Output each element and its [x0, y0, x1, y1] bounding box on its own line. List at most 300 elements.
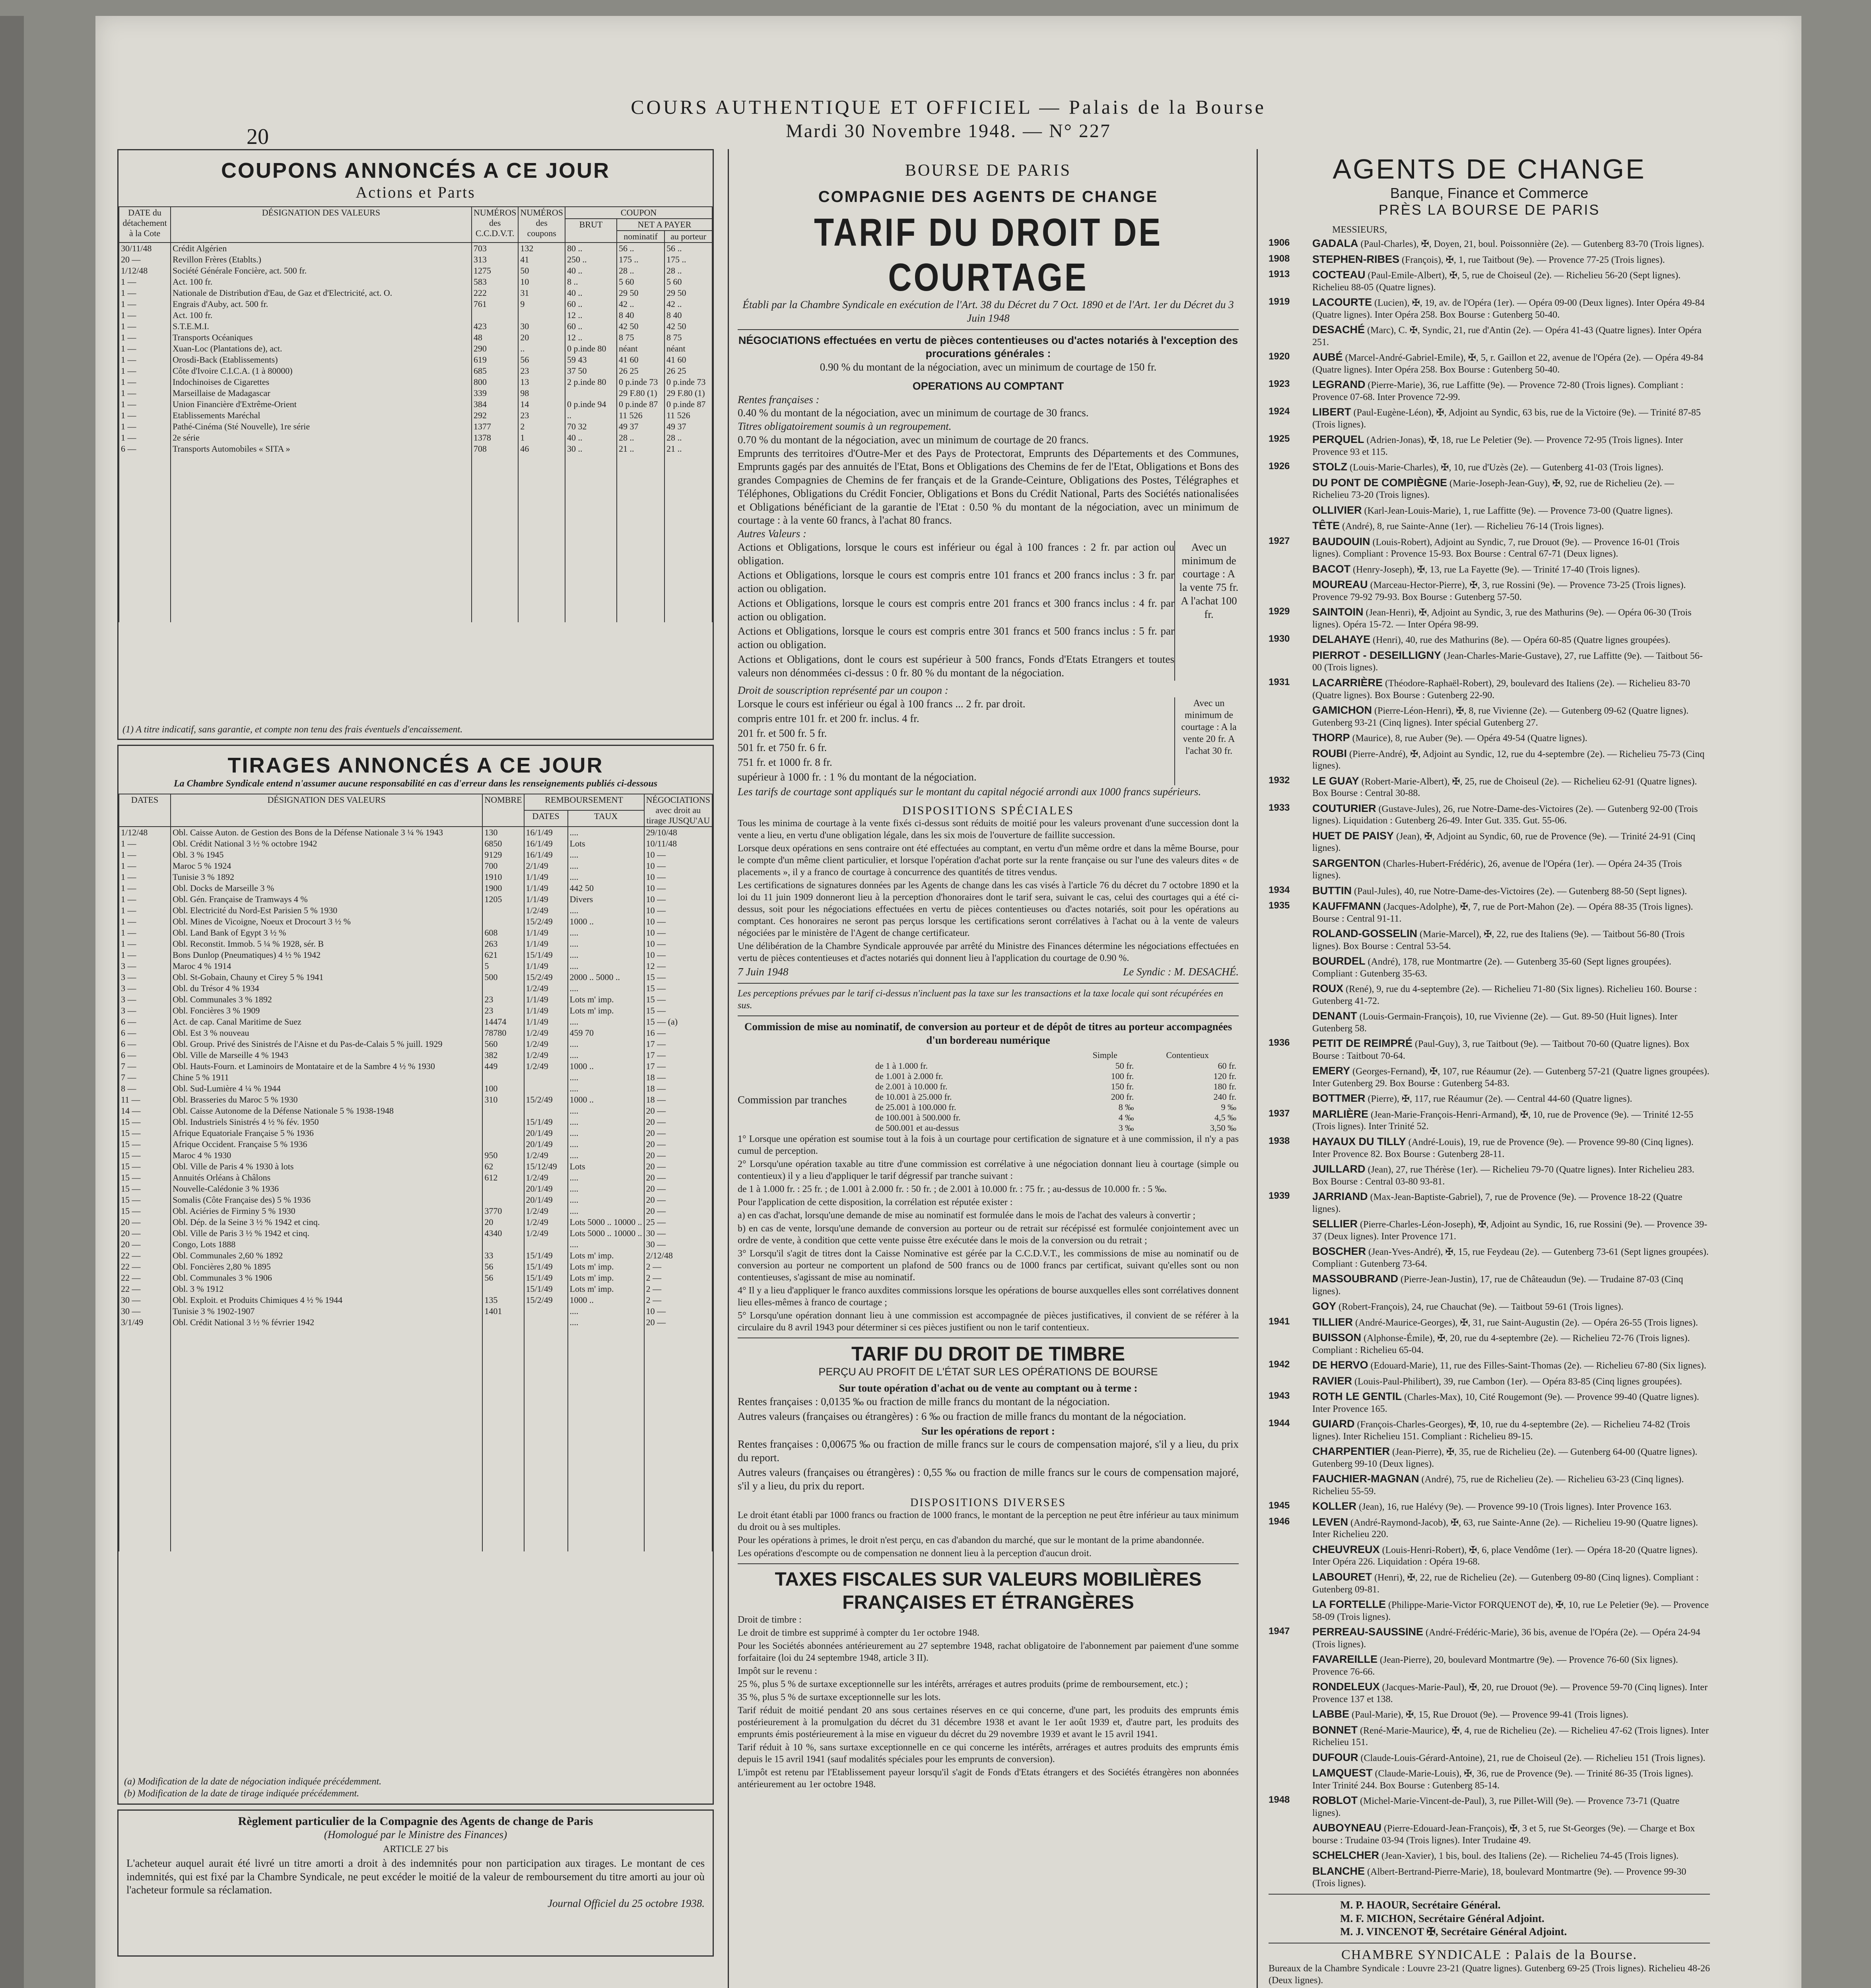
- commission-cell: 3 ‰: [1118, 1122, 1134, 1133]
- table-cell: 11 —: [119, 1094, 171, 1105]
- table-cell: Act. 100 fr.: [171, 310, 472, 321]
- table-cell: Côte d'Ivoire C.I.C.A. (1 à 80000): [171, 365, 472, 377]
- table-cell: Pathé-Cinéma (Sté Nouvelle), 1re série: [171, 421, 472, 432]
- table-cell: 15 —: [644, 972, 712, 983]
- agent-entry: [1269, 1724, 1710, 1749]
- table-cell: 2/1/49: [524, 860, 568, 872]
- table-cell: [524, 1072, 568, 1083]
- droit-note: Les tarifs de courtage sont appliqués sur le montant du capital négocié arrondi aux 1000 francs supérieurs.: [738, 785, 1201, 798]
- table-cell: 50: [518, 265, 565, 276]
- table-cell: Maroc 4 % 1930: [171, 1150, 482, 1161]
- agent-name: LIBERT: [1312, 406, 1351, 418]
- table-cell: 3 —: [119, 961, 171, 972]
- table-cell: 6 —: [119, 443, 171, 454]
- table-row: [119, 321, 712, 332]
- table-cell: Obl. Ville de Paris 3 ½ % 1942 et cinq.: [171, 1228, 482, 1239]
- agent-entry: [1269, 378, 1710, 403]
- commission-cell: 4 ‰: [1118, 1112, 1134, 1122]
- table-cell: Obl. Caisse Auton. de Gestion des Bons de la Défense Nationale 3 ¼ % 1943: [171, 827, 482, 838]
- column-left: [117, 149, 714, 1988]
- table-cell: Obl. Docks de Marseille 3 %: [171, 883, 482, 894]
- table-cell: 29 50: [617, 287, 664, 299]
- agent-entry: [1269, 535, 1710, 560]
- table-cell: 950: [482, 1150, 524, 1161]
- table-cell: 3 —: [119, 994, 171, 1005]
- agent-entry: [1269, 1625, 1710, 1650]
- commission-row: [873, 1071, 1239, 1081]
- agent-entry: [1269, 1245, 1710, 1270]
- table-cell: Obl. Caisse Autonome de la Défense Nationale 5 % 1938-1948: [171, 1105, 482, 1116]
- table-cell: 30 —: [644, 1228, 712, 1239]
- agent-year: 1920: [1269, 351, 1290, 362]
- table-row: [119, 849, 712, 860]
- table-cell: ....: [568, 860, 644, 872]
- table-cell: 23: [482, 1005, 524, 1016]
- table-cell: 33: [482, 1250, 524, 1261]
- dispo-date: 7 Juin 1948: [738, 966, 789, 978]
- table-cell: 20 —: [644, 1128, 712, 1139]
- agent-entry: [1269, 406, 1710, 431]
- autres-line: Actions et Obligations, lorsque le cours est inférieur ou égal à 100 frances : 2 fr. par action ou obligation.: [738, 541, 1174, 567]
- table-cell: [482, 1317, 524, 1328]
- agent-name: DUFOUR: [1312, 1751, 1358, 1763]
- agent-entry: [1269, 1543, 1710, 1568]
- agent-year: 1926: [1269, 461, 1290, 472]
- table-row: [119, 1272, 712, 1283]
- table-cell: 384: [472, 399, 519, 410]
- table-cell: 1 —: [119, 354, 171, 365]
- table-cell: 500: [482, 972, 524, 983]
- table-cell: 1/1/49: [524, 894, 568, 905]
- table-cell: 703: [472, 243, 519, 254]
- agent-details: (Maurice), 8, rue Auber (9e). — Opéra 49-54 (Quatre lignes).: [1352, 733, 1587, 744]
- commission-note: 4° Il y a lieu d'appliquer le franco auxdites commissions lorsque les opérations de bourse auxquelles elles sont corrélatives donnent lieu elles-mêmes à franco de courtage ;: [738, 1285, 1239, 1308]
- agent-name: LEGRAND: [1312, 379, 1366, 391]
- table-cell: Obl. Crédit National 3 ½ % octobre 1942: [171, 838, 482, 849]
- table-cell: Tunisie 3 % 1902-1907: [171, 1306, 482, 1317]
- table-cell-porteur: 28 ..: [664, 265, 712, 276]
- table-cell: [482, 1283, 524, 1295]
- col-nominatif: nominatif: [617, 231, 664, 243]
- agent-details: (Marcel-André-Gabriel-Emile), ✠, 5, r. Gaillon et 22, avenue de l'Opéra (2e). — Opéra 49-84 (Quatre lignes). Inter Opéra 258. Box Bourse : Gutenberg 50-40.: [1312, 353, 1704, 375]
- agent-details: (Charles-Max), 10, Cité Rougemont (9e). — Provence 99-40 (Quatre lignes). Inter Provence 165.: [1312, 1392, 1699, 1414]
- agent-entry: [1269, 829, 1710, 854]
- table-cell: 1/1/49: [524, 961, 568, 972]
- table-cell: [482, 1239, 524, 1250]
- table-cell: [171, 1328, 482, 1551]
- table-cell: ....: [568, 1317, 644, 1328]
- table-row: [119, 1317, 712, 1328]
- table-cell: 6850: [482, 838, 524, 849]
- agent-entry: [1269, 927, 1710, 952]
- table-cell: 1/2/49: [524, 905, 568, 916]
- table-cell: 1/2/49: [524, 983, 568, 994]
- agent-name: GAMICHON: [1312, 704, 1372, 716]
- table-cell: 10 —: [644, 927, 712, 938]
- chambre-title: CHAMBRE SYNDICALE : Palais de la Bourse.: [1341, 1947, 1637, 1963]
- agent-name: LA FORTELLE: [1312, 1598, 1386, 1611]
- running-header: [95, 95, 1801, 142]
- table-cell: 8 ..: [565, 276, 617, 287]
- agent-details: (Marie-Joseph-Jean-Guy), ✠, 92, rue de Richelieu (2e). — Richelieu 73-20 (Trois lignes).: [1312, 478, 1674, 501]
- agent-name: BLANCHE: [1312, 1865, 1365, 1877]
- table-cell: 10/11/48: [644, 838, 712, 849]
- agent-name: LACARRIÈRE: [1312, 676, 1383, 689]
- page-number: 20: [247, 124, 269, 149]
- table-cell: 1/1/49: [524, 1005, 568, 1016]
- table-row: [119, 1172, 712, 1183]
- table-cell: 3 —: [119, 1005, 171, 1016]
- table-cell-porteur: 8 40: [664, 310, 712, 321]
- table-cell: 20/1/49: [524, 1139, 568, 1150]
- commission-row: [873, 1092, 1239, 1102]
- table-cell: [617, 454, 664, 622]
- table-cell: 2: [518, 421, 565, 432]
- table-cell: ....: [568, 1183, 644, 1194]
- table-cell: Afrique Occident. Française 5 % 1936: [171, 1139, 482, 1150]
- agent-details: (Gustave-Jules), 26, rue Notre-Dame-des-Victoires (2e). — Gutenberg 92-00 (Trois lignes). Liquidation : Gutenberg 26-49. Inter Gut. 335. Gut. 55-06.: [1312, 804, 1698, 826]
- table-cell: 1/1/49: [524, 994, 568, 1005]
- agent-name: MOUREAU: [1312, 579, 1368, 591]
- table-cell: [524, 1306, 568, 1317]
- coupons-title: COUPONS ANNONCÉS A CE JOUR: [221, 159, 610, 182]
- agent-details: (Jean-Pierre), 20, boulevard Montmartre (9e). — Provence 76-60 (Six lignes). Provence 76-66.: [1312, 1655, 1678, 1677]
- table-cell: 250 ..: [565, 254, 617, 265]
- commission-note: 1° Lorsque une opération est soumise tout à la fois à un courtage pour certification de signature et à une commission, il n'y a pas cumul de perception.: [738, 1134, 1239, 1156]
- nego-title: NÉGOCIATIONS effectuées en vertu de pièces contentieuses ou d'actes notariés à l'exception des procurations générales :: [738, 334, 1238, 360]
- agent-details: (Albert-Bertrand-Pierre-Marie), 18, boulevard Montmartre (9e). — Provence 99-30 (Trois lignes).: [1312, 1866, 1686, 1889]
- table-cell: 3 —: [119, 972, 171, 983]
- table-cell: 15 —: [119, 1150, 171, 1161]
- table-cell: ....: [568, 1016, 644, 1027]
- table-cell: [565, 454, 617, 622]
- agent-entry: [1269, 747, 1710, 772]
- commission-cell: de 500.001 et au-dessus: [875, 1122, 959, 1133]
- table-cell: 20 —: [119, 1228, 171, 1239]
- agent-year: 1943: [1269, 1390, 1290, 1402]
- table-cell: [482, 1194, 524, 1206]
- table-cell: 1 —: [119, 905, 171, 916]
- agent-details: (René), 9, rue du 4-septembre (2e). — Richelieu 71-80 (Six lignes). Richelieu 160. Bourse : Gutenberg 41-72.: [1312, 984, 1697, 1006]
- agent-name: DESACHÉ: [1312, 324, 1365, 336]
- commission-cell: 200 fr.: [1111, 1091, 1134, 1102]
- commission-note: 5° Lorsqu'une opération donnant lieu à une commission est accompagnée de pièces justificatives, il convient de se référer à la circulaire du 8 avril 1943 pour déterminer si ces pièces justifient ou non le tarif contentieux.: [738, 1310, 1239, 1333]
- tarif-title: TARIF DU DROIT DE COURTAGE: [814, 211, 1163, 299]
- commission-cell: 120 fr.: [1213, 1071, 1236, 1081]
- col-rdates: DATES: [524, 810, 568, 827]
- dispo-signature: [738, 965, 1239, 979]
- table-cell: 442 50: [568, 883, 644, 894]
- secretary-line: M. F. MICHON, Secrétaire Général Adjoint.: [1340, 1912, 1545, 1924]
- table-cell: Obl. Ville de Paris 4 % 1930 à lots: [171, 1161, 482, 1172]
- table-cell: [482, 1128, 524, 1139]
- table-cell: Marseillaise de Madagascar: [171, 388, 472, 399]
- agent-entry: [1269, 1390, 1710, 1415]
- table-cell: 6 —: [119, 1039, 171, 1050]
- agent-name: ROUBI: [1312, 747, 1347, 759]
- table-cell: Obl. Exploit. et Produits Chimiques 4 ½ % 1944: [171, 1295, 482, 1306]
- table-cell: 2 —: [644, 1272, 712, 1283]
- timbre-list: [738, 1395, 1239, 1423]
- commission-block: [738, 1050, 1239, 1133]
- table-row: [119, 1128, 712, 1139]
- table-cell: 135: [482, 1295, 524, 1306]
- table-cell: 1 —: [119, 883, 171, 894]
- table-cell: [482, 905, 524, 916]
- commission-cell: 4,5 ‰: [1214, 1112, 1236, 1122]
- table-cell: 49 37: [617, 421, 664, 432]
- table-cell: 20 —: [644, 1172, 712, 1183]
- table-cell: ....: [568, 1206, 644, 1217]
- agent-details: (Jean), ✠, Adjoint au Syndic, 60, rue de Provence (9e). — Trinité 24-91 (Cinq lignes).: [1312, 831, 1696, 854]
- agent-entry: [1269, 1516, 1710, 1541]
- agent-details: (Pierre), ✠, 117, rue Réaumur (2e). — Central 44-60 (Quatre lignes).: [1368, 1094, 1632, 1105]
- table-cell: 28 ..: [617, 432, 664, 443]
- table-cell: 22 —: [119, 1272, 171, 1283]
- column-right: [1269, 149, 1710, 1988]
- autres-label: Autres Valeurs :: [738, 528, 806, 540]
- agent-entry: [1269, 1821, 1710, 1846]
- table-cell: 612: [482, 1172, 524, 1183]
- agent-name: OLLIVIER: [1312, 504, 1362, 516]
- table-cell: Act. de cap. Canal Maritime de Suez: [171, 1016, 482, 1027]
- agent-details: (Louis-Germain-François), 10, rue Vivienne (2e). — Gut. 89-50 (Huit lignes). Inter Gutenberg 58.: [1312, 1011, 1678, 1034]
- agent-entry: [1269, 476, 1710, 501]
- taxes-paragraph: Le droit de timbre est supprimé à compter du 1er octobre 1948.: [738, 1628, 979, 1639]
- table-cell: 1/2/49: [524, 1150, 568, 1161]
- table-cell: 5 60: [617, 276, 664, 287]
- table-cell: 20/1/49: [524, 1128, 568, 1139]
- agent-details: (François), ✠, 1, rue Taitbout (9e). — Provence 77-25 (Trois lignes).: [1402, 254, 1665, 265]
- agent-details: (Max-Jean-Baptiste-Gabriel), 7, rue de Provence (9e). — Provence 18-22 (Quatre lignes).: [1312, 1192, 1683, 1214]
- table-cell: ....: [568, 827, 644, 838]
- agent-entry: [1269, 504, 1710, 517]
- agents-sub1: Banque, Finance et Commerce: [1390, 185, 1589, 201]
- table-cell: Nationale de Distribution d'Eau, de Gaz et d'Electricité, act. O.: [171, 287, 472, 299]
- table-cell: Lots: [568, 838, 644, 849]
- col-negociations: NÉGOCIATIONS avec droit au tirage JUSQU'AU: [644, 794, 712, 827]
- table-row: [119, 1072, 712, 1083]
- agent-name: BAUDOUIN: [1312, 535, 1370, 547]
- table-cell: 339: [472, 388, 519, 399]
- agent-details: (Marc), C. ✠, Syndic, 21, rue d'Antin (2e). — Opéra 41-43 (Quatre lignes). Inter Opéra 251.: [1312, 325, 1702, 348]
- table-cell: 60 ..: [565, 321, 617, 332]
- divider: [738, 329, 1239, 330]
- table-cell: 18 —: [644, 1083, 712, 1094]
- table-cell: 30/11/48: [119, 243, 171, 254]
- agent-entry: [1269, 296, 1710, 321]
- dispo-list: [738, 817, 1239, 964]
- agent-name: CHARPENTIER: [1312, 1445, 1390, 1458]
- table-cell: 10 —: [644, 905, 712, 916]
- agent-name: JARRIAND: [1312, 1190, 1368, 1203]
- commission-cell: 240 fr.: [1213, 1091, 1236, 1102]
- table-cell: 1 —: [119, 938, 171, 949]
- table-row: [119, 961, 712, 972]
- commission-cell: de 100.001 à 500.000 fr.: [875, 1112, 961, 1122]
- table-cell: Obl. Sud-Lumière 4 ¼ % 1944: [171, 1083, 482, 1094]
- table-cell: 42 ..: [617, 299, 664, 310]
- table-cell: 1275: [472, 265, 519, 276]
- agent-details: (René-Marie-Maurice), ✠, 4, rue de Richelieu (2e). — Richelieu 47-62 (Trois lignes). Inter Richelieu 151.: [1312, 1725, 1709, 1748]
- table-cell: Indochinoises de Cigarettes: [171, 377, 472, 388]
- agent-details: (Robert-Marie-Albert), ✠, 25, rue de Choiseul (2e). — Richelieu 62-91 (Quatre lignes). Box Bourse : Central 30-88.: [1312, 776, 1697, 799]
- table-cell: Lots 5000 .. 10000 ..: [568, 1228, 644, 1239]
- table-cell: Orosdi-Back (Etablissements): [171, 354, 472, 365]
- table-cell-porteur: 42 ..: [664, 299, 712, 310]
- agents-list: [1269, 237, 1710, 1890]
- agent-entry: [1269, 1375, 1710, 1388]
- table-cell: 1 —: [119, 299, 171, 310]
- table-cell: [644, 1328, 712, 1551]
- commission-note: 2° Lorsqu'une opération taxable au titre d'une commission est corrélative à une négociation donnant lieu à courtage (simple ou contentieux) il y a lieu d'appliquer le tarif dégressif par tranche suivant :: [738, 1159, 1239, 1181]
- header-date: Mardi 30 Novembre 1948. — N° 227: [786, 120, 1111, 142]
- agent-entry: [1269, 1272, 1710, 1297]
- table-cell: 15/1/49: [524, 1272, 568, 1283]
- table-cell: Obl. Communales 3 % 1892: [171, 994, 482, 1005]
- company-title: COMPAGNIE DES AGENTS DE CHANGE: [818, 188, 1158, 206]
- table-cell: 608: [482, 927, 524, 938]
- timbre-line: Autres valeurs (françaises ou étrangères) : 6 ‰ ou fraction de mille francs du montant de la négociation.: [738, 1410, 1186, 1422]
- agent-entry: [1269, 649, 1710, 674]
- table-cell: Obl. Hauts-Fourn. et Laminoirs de Montataire et de la Sambre 4 ½ % 1930: [171, 1061, 482, 1072]
- table-cell: 10 —: [644, 849, 712, 860]
- table-cell: 17 —: [644, 1039, 712, 1050]
- commission-cell: 150 fr.: [1111, 1081, 1134, 1091]
- commission-row: [873, 1081, 1239, 1092]
- diverses-list: [738, 1509, 1239, 1559]
- agent-name: DE HERVO: [1312, 1359, 1368, 1371]
- agent-entry: [1269, 1472, 1710, 1497]
- agent-name: BUISSON: [1312, 1332, 1362, 1344]
- droit-list: [738, 697, 1174, 785]
- table-cell: [482, 983, 524, 994]
- agent-name: FAVAREILLE: [1312, 1653, 1378, 1666]
- agent-entry: [1269, 1300, 1710, 1313]
- taxes-paragraph: Droit de timbre :: [738, 1615, 802, 1625]
- table-cell: 18 —: [644, 1072, 712, 1083]
- agent-entry: [1269, 1316, 1710, 1329]
- table-cell: ....: [568, 927, 644, 938]
- table-cell: 37 50: [565, 365, 617, 377]
- table-cell: 20 —: [119, 1217, 171, 1228]
- table-cell: 18 —: [644, 1094, 712, 1105]
- table-cell: ....: [568, 872, 644, 883]
- table-cell: 15/1/49: [524, 1283, 568, 1295]
- comptant-title: OPERATIONS AU COMPTANT: [912, 380, 1064, 392]
- table-cell: 800: [472, 377, 519, 388]
- table-cell: 290: [472, 343, 519, 354]
- table-row: [119, 410, 712, 421]
- tirages-subtitle: La Chambre Syndicale entend n'assumer aucune responsabilité en cas d'erreur dans les renseignements publiés ci-dessous: [173, 779, 658, 789]
- dispo-paragraph: Lorsque deux opérations en sens contraire ont été effectuées au comptant, en vertu d'un même ordre et dans la même Bourse, pour le compte d'un même client particulier, et lorsque l'opération d'achat porte sur la rente française ou sur l'une des valeurs dites « de placements », il y a franco de courtage à concurrence des quantités de titres vendus.: [738, 843, 1239, 878]
- agent-year: 1948: [1269, 1794, 1290, 1806]
- agent-entry: [1269, 433, 1710, 458]
- agent-year: 1941: [1269, 1316, 1290, 1327]
- agent-year: 1931: [1269, 676, 1290, 687]
- table-cell: 59 43: [565, 354, 617, 365]
- table-cell: Obl. Brasseries du Maroc 5 % 1930: [171, 1094, 482, 1105]
- commission-cell: de 1.001 à 2.000 fr.: [875, 1071, 943, 1081]
- agent-year: 1946: [1269, 1516, 1290, 1527]
- agent-details: (Jean-Charles-Marie-Gustave), 27, rue Laffitte (9e). — Taitbout 56-00 (Trois lignes).: [1312, 650, 1703, 673]
- table-row: [119, 1250, 712, 1261]
- table-cell: 2 p.inde 80: [565, 377, 617, 388]
- table-cell: 1 —: [119, 365, 171, 377]
- table-cell: 12 ..: [565, 310, 617, 321]
- reglement-text: L'acheteur auquel aurait été livré un titre amorti a droit à des indemnités pour non participation aux tirages. Le montant de ces indemnités, qui est fixé par la Chambre Syndicale, ne peut excéder le moitié de la valeur de remboursement du titre amorti au jour où l'acheteur formule sa réclamation.: [126, 1857, 705, 1896]
- table-cell: Transports Automobiles « SITA »: [171, 443, 472, 454]
- table-cell: 42 50: [617, 321, 664, 332]
- agent-details: (Jean), 16, rue Halévy (9e). — Provence 99-10 (Trois lignes). Inter Provence 163.: [1359, 1502, 1672, 1512]
- table-cell: 15/2/49: [524, 916, 568, 927]
- table-row: [119, 1283, 712, 1295]
- agent-name: GOY: [1312, 1300, 1337, 1312]
- table-cell: ....: [568, 1194, 644, 1206]
- agent-details: (Théodore-Raphaël-Robert), 29, boulevard des Italiens (2e). — Richelieu 83-70 (Quatre lignes). Box Bourse : Gutenberg 22-90.: [1312, 678, 1690, 701]
- table-row: [119, 938, 712, 949]
- table-cell: 22 —: [119, 1261, 171, 1272]
- agent-entry: [1269, 253, 1710, 266]
- col-date: DATE du détachement à la Cote: [119, 207, 171, 243]
- table-row: [119, 1005, 712, 1016]
- agent-name: SCHELCHER: [1312, 1849, 1379, 1862]
- agent-name: RONDELEUX: [1312, 1681, 1380, 1693]
- agent-name: BOTTMER: [1312, 1092, 1366, 1105]
- table-cell: [518, 310, 565, 321]
- table-cell: Obl. 3 % 1945: [171, 849, 482, 860]
- agent-details: (Henry-Joseph), ✠, 13, rue La Fayette (9e). — Trinité 17-40 (Trois lignes).: [1353, 564, 1640, 575]
- table-row: [119, 1228, 712, 1239]
- agent-name: HUET DE PAISY: [1312, 829, 1394, 842]
- table-cell: 2 —: [644, 1283, 712, 1295]
- timbre-report-line: Autres valeurs (françaises ou étrangères) : 0,55 ‰ ou fraction de mille francs sur le cours de compensation majoré, s'il y a lieu, du prix du report.: [738, 1466, 1239, 1492]
- agent-entry: [1269, 1767, 1710, 1792]
- table-cell: 0 p.inde 94: [565, 399, 617, 410]
- agent-details: (Jacques-Marie-Paul), ✠, 20, rue Drouot (9e). — Provence 59-70 (Cinq lignes). Inter Provence 137 et 138.: [1312, 1682, 1708, 1705]
- autres-list: [738, 541, 1174, 681]
- agent-name: SARGENTON: [1312, 857, 1381, 869]
- tirages-note-a: (a) Modification de la date de négociation indiquée précédemment.: [124, 1776, 382, 1787]
- table-cell: ....: [568, 1128, 644, 1139]
- table-cell: 1 —: [119, 321, 171, 332]
- commission-cell: de 1 à 1.000 fr.: [875, 1060, 928, 1071]
- table-cell: Obl. Gén. Française de Tramways 4 %: [171, 894, 482, 905]
- agent-entry: [1269, 1708, 1710, 1721]
- table-row: [119, 1105, 712, 1116]
- agent-year: 1919: [1269, 296, 1290, 307]
- agent-year: 1944: [1269, 1418, 1290, 1429]
- agent-name: MASSOUBRAND: [1312, 1273, 1398, 1285]
- table-cell: 7 —: [119, 1061, 171, 1072]
- table-cell: 15/1/49: [524, 1261, 568, 1272]
- table-cell: 1 —: [119, 276, 171, 287]
- table-cell: 0 p.inde 73: [617, 377, 664, 388]
- agent-details: (Henri), ✠, 22, rue de Richelieu (2e). — Gutenberg 09-80 (Cinq lignes). Compliant : Gutenberg 09-81.: [1312, 1572, 1699, 1595]
- table-cell: ....: [568, 849, 644, 860]
- agent-details: (Robert-François), 24, rue Chauchat (9e). — Taitbout 59-61 (Trois lignes).: [1339, 1302, 1624, 1312]
- table-cell: 56 ..: [617, 243, 664, 254]
- table-cell: 14474: [482, 1016, 524, 1027]
- agent-details: (Jean), 27, rue Thérèse (1er). — Richelieu 79-70 (Quatre lignes). Inter Richelieu 283. Box Bourse : Central 03-80 93-81.: [1312, 1165, 1694, 1187]
- commission-note: de 1 à 1.000 fr. : 25 fr. ; de 1.001 à 2.000 fr. : 50 fr. ; de 2.001 à 10.000 fr. : 75 fr. ; au-dessus de 10.000 fr. : 5 ‰.: [738, 1184, 1167, 1194]
- agent-entry: [1269, 676, 1710, 701]
- commission-note: 3° Lorsqu'il s'agit de titres dont la Caisse Nominative est gérée par la C.C.D.V.T., les commissions de mise au nominatif ou de conversion au porteur ne comportent un plafond de 500 francs ou de 1000 francs par certificat, suivant qu'elles sont ou non contentieuses, s'agissant de mise au nominatif.: [738, 1248, 1239, 1283]
- tirages-note-b: (b) Modification de la date de tirage indiquée précédemment.: [124, 1788, 359, 1799]
- table-cell: 1 —: [119, 894, 171, 905]
- agent-details: (Jean-Yves-André), ✠, 15, rue Feydeau (2e). — Gutenberg 73-61 (Sept lignes groupées). Compliant : Gutenberg 73-64.: [1312, 1247, 1709, 1269]
- table-cell-porteur: 29 F.80 (1): [664, 388, 712, 399]
